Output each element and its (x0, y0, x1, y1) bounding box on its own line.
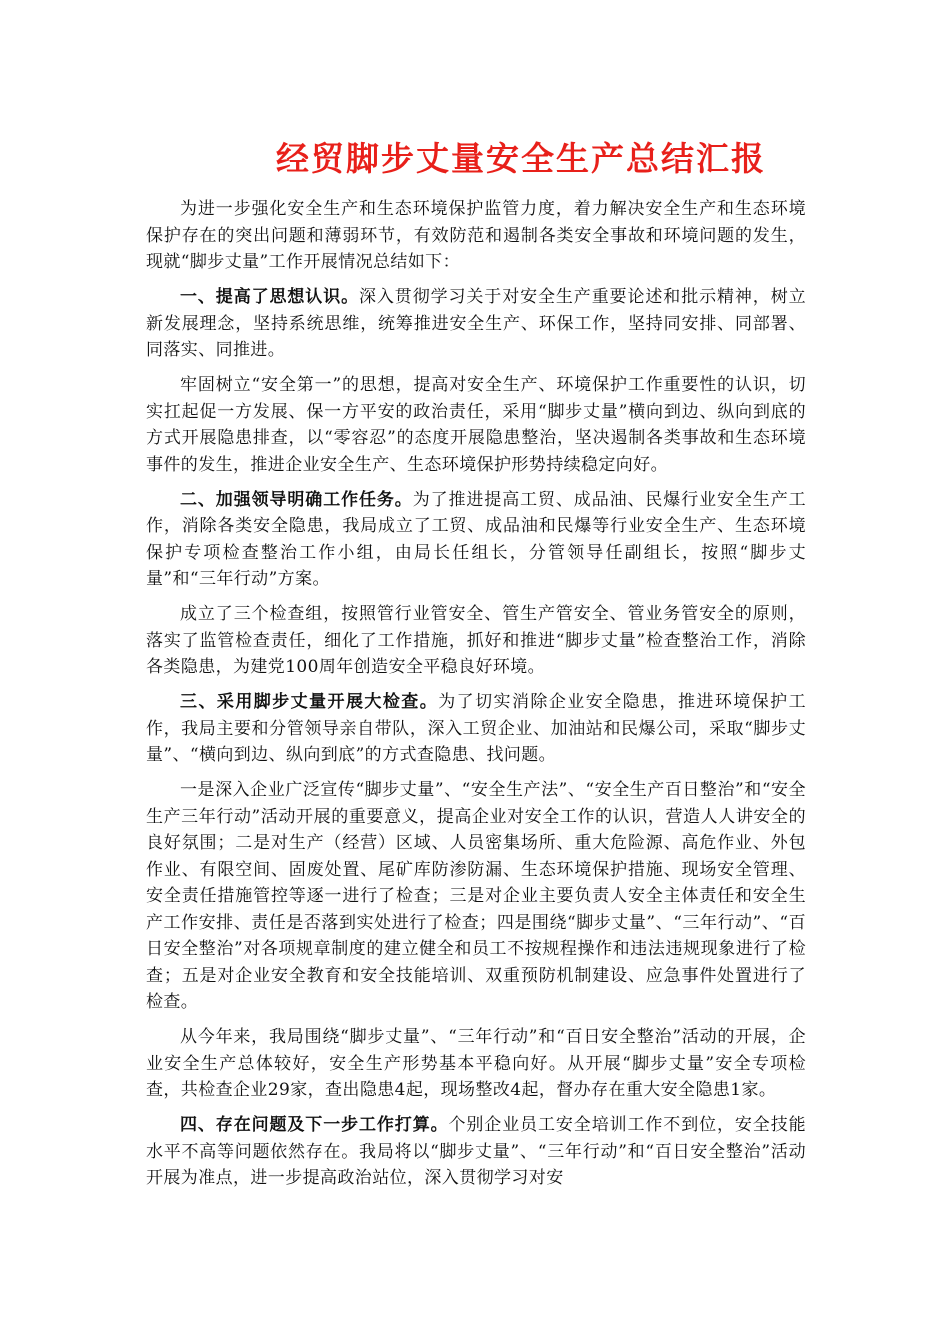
paragraph-section-1 (146, 284, 806, 364)
section-heading-3: 三、采用脚步丈量开展大检查。 (180, 692, 439, 712)
paragraph-text: 一是深入企业广泛宣传“脚步丈量”、“安全生产法”、“安全生产百日整治”和“安全生产三年行动”活动开展的重要意义，提高企业对安全工作的认识，营造人人讲安全的良好氛围；二是对生产（经营）区域、人员密集场所、重大危险源、高危作业、外包作业、有限空间、固废处置、尾矿库防渗防漏、生态环境保护措施、现场安全管理、安全责任措施管控等逐一进行了检查；三是对企业主要负责人安全主体责任和安全生产工作安排、责任是否落到实处进行了检查；四是围绕“脚步丈量”、“三年行动”、“百日安全整治”对各项规章制度的建立健全和员工不按规程操作和违法违规现象进行了检查；五是对企业安全教育和安全技能培训、双重预防机制建设、应急事件处置进行了检查。 (146, 780, 806, 1012)
paragraph-text: 从今年来，我局围绕“脚步丈量”、“三年行动”和“百日安全整治”活动的开展，企业安全生产总体较好，安全生产形势基本平稳向好。从开展“脚步丈量”安全专项检查，共检查企业29家，查出隐患4起，现场整改4起，督办存在重大安全隐患1家。 (146, 1027, 806, 1100)
section-heading-4: 四、存在问题及下一步工作打算。 (180, 1115, 449, 1135)
paragraph-section-4 (146, 1112, 806, 1192)
paragraph-text: 为进一步强化安全生产和生态环境保护监管力度，着力解决安全生产和生态环境保护存在的突出问题和薄弱环节，有效防范和遏制各类安全事故和环境问题的发生，现就“脚步丈量”工作开展情况总结如下： (146, 199, 806, 272)
document-title: 经贸脚步丈量安全生产总结汇报 (276, 139, 766, 178)
paragraph-text: 牢固树立“安全第一”的思想，提高对安全生产、环境保护工作重要性的认识，切实扛起促一方发展、保一方平安的政治责任，采用“脚步丈量”横向到边、纵向到底的方式开展隐患排查，以“零容忍”的态度开展隐患整治，坚决遏制各类事故和生态环境事件的发生，推进企业安全生产、生态环境保护形势持续稳定向好。 (146, 375, 806, 475)
paragraph-section-3-detail (146, 777, 806, 1016)
paragraph-text: 为了推进提高工贸、成品油、民爆行业安全生产工作，消除各类安全隐患，我局成立了工贸、成品油和民爆等行业安全生产、生态环境保护专项检查整治工作小组，由局长任组长，分管领导任副组长，按照“脚步丈量”和“三年行动”方案。 (146, 489, 806, 589)
paragraph-text: 个别企业员工安全培训工作不到位，安全技能水平不高等问题依然存在。我局将以“脚步丈量”、“三年行动”和“百日安全整治”活动开展为准点，进一步提高政治站位，深入贯彻学习对安 (146, 1115, 806, 1188)
paragraph-section-1-detail (146, 372, 806, 478)
document-page (146, 132, 806, 1200)
section-heading-1: 一、提高了思想认识。 (180, 287, 359, 307)
paragraph-text: 成立了三个检查组，按照管行业管安全、管生产管安全、管业务管安全的原则，落实了监管检查责任，细化了工作措施，抓好和推进“脚步丈量”检查整治工作，消除各类隐患，为建党100周年创造安全平稳良好环境。 (146, 604, 806, 677)
paragraph-text: 为了切实消除企业安全隐患，推进环境保护工作，我局主要和分管领导亲自带队，深入工贸企业、加油站和民爆公司，采取“脚步丈量”、“横向到边、纵向到底”的方式查隐患、找问题。 (146, 692, 807, 765)
paragraph-intro (146, 196, 806, 276)
paragraph-text: 深入贯彻学习关于对安全生产重要论述和批示精神，树立新发展理念，坚持系统思维，统筹推进安全生产、环保工作，坚持同安排、同部署、同落实、同推进。 (146, 287, 806, 360)
paragraph-section-2 (146, 487, 806, 593)
paragraph-section-3-results (146, 1024, 806, 1104)
section-heading-2: 二、加强领导明确工作任务。 (180, 489, 413, 510)
paragraph-section-2-detail (146, 601, 806, 681)
paragraph-section-3 (146, 689, 806, 769)
